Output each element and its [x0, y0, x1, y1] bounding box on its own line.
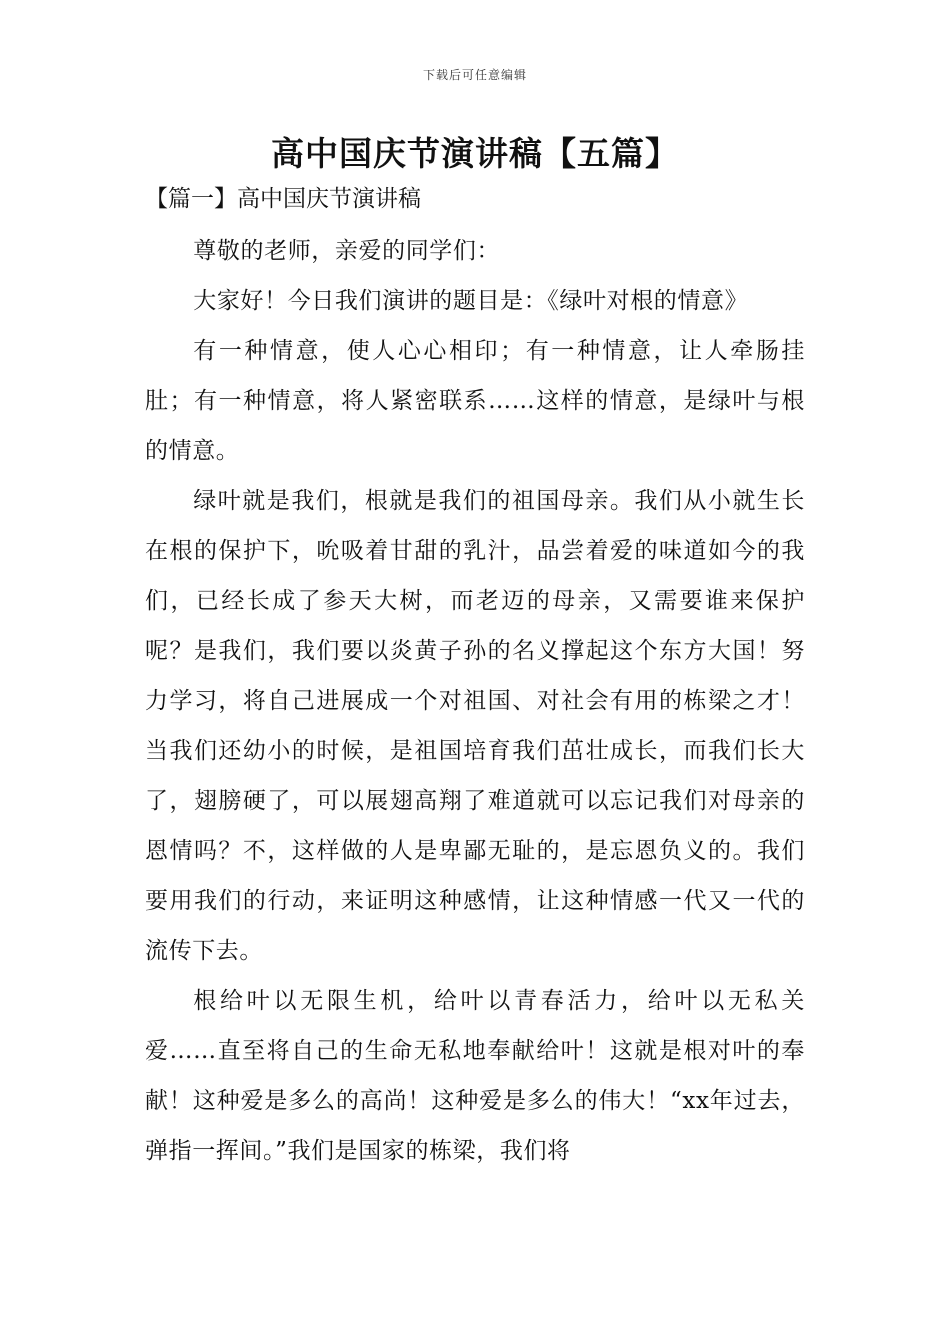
paragraph-topic: 大家好！今日我们演讲的题目是：《绿叶对根的情意》: [193, 288, 749, 314]
document-title: 高中国庆节演讲稿【五篇】: [271, 134, 679, 173]
paragraph-greeting: 尊敬的老师，亲爱的同学们：: [193, 238, 501, 264]
paragraph-body-2: 绿叶就是我们，根就是我们的祖国母亲。我们从小就生长在根的保护下，吮吸着甘甜的乳汁，品尝着爱的味道如今的我们，已经长成了参天大树，而老迈的母亲，又需要谁来保护呢？是我们，我们要以炎黄子孙的名义撑起这个东方大国！努力学习，将自己进展成一个对祖国、对社会有用的栋梁之才！当我们还幼小的时候，是祖国培育我们茁壮成长，而我们长大了，翅膀硬了，可以展翅高翔了难道就可以忘记我们对母亲的恩情吗？不，这样做的人是卑鄙无耻的，是忘恩负义的。我们要用我们的行动，来证明这种感情，让这种情感一代又一代的流传下去。: [145, 488, 805, 964]
paragraph-body-1: 有一种情意，使人心心相印；有一种情意，让人牵肠挂肚；有一种情意，将人紧密联系……这样的情意，是绿叶与根的情意。: [145, 338, 805, 464]
document-body: [145, 226, 805, 1176]
paragraph-body-3: 根给叶以无限生机，给叶以青春活力，给叶以无私关爱……直至将自己的生命无私地奉献给叶！这就是根对叶的奉献！这种爱是多么的高尚！这种爱是多么的伟大！“xx年过去，弹指一挥间。”我们是国家的栋梁，我们将: [145, 988, 805, 1164]
section-heading: 【篇一】高中国庆节演讲稿: [145, 186, 421, 212]
header-note: 下载后可任意编辑: [422, 68, 527, 82]
